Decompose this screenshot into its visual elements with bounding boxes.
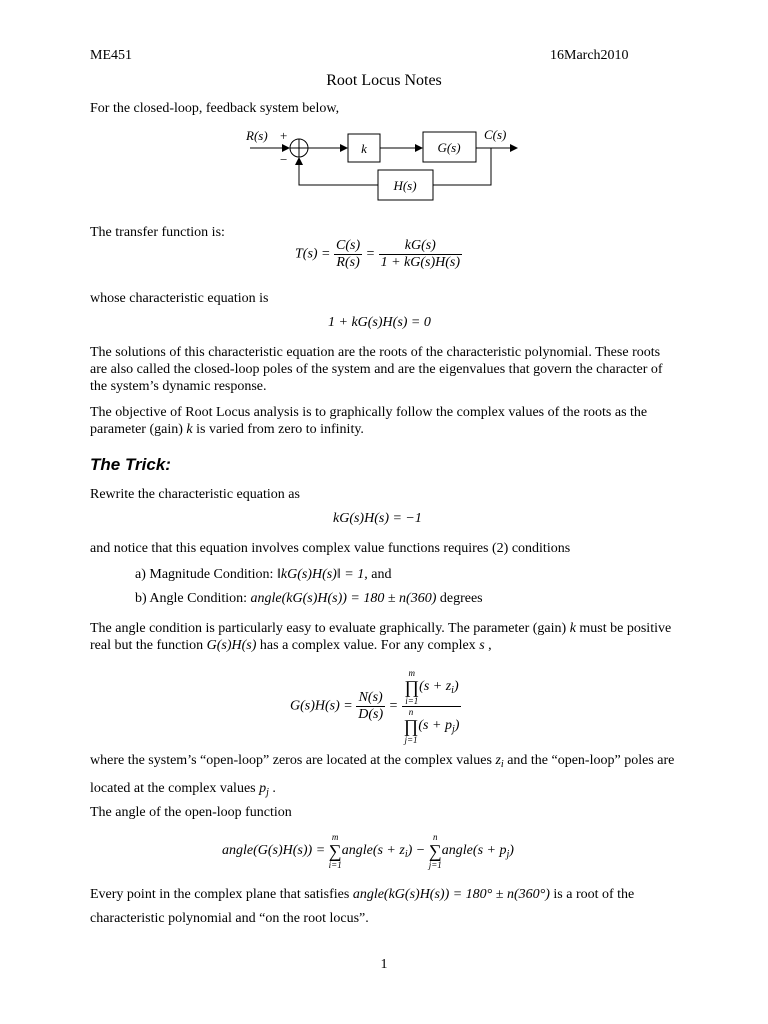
angle-term2-sub: j [506, 849, 510, 861]
gh-product-equation [290, 668, 461, 745]
summing-junction [290, 139, 308, 157]
tf-num2: kG(s) [404, 238, 436, 253]
tf-eq: = [365, 246, 376, 262]
tf-num1: C(s) [336, 238, 361, 253]
gh-lhs: G(s)H(s) = [290, 698, 353, 714]
notice-text: and notice that this equation involves complex value functions requires (2) conditions [90, 541, 571, 556]
final-eq: angle(kG(s)H(s)) = 180° ± n(360°) [352, 887, 550, 902]
angle-tail: degrees [436, 591, 483, 606]
final-text-1: Every point in the complex plane that satisfies [90, 887, 353, 902]
angle-condition [135, 591, 483, 607]
gh-den2-sub: j [451, 724, 455, 736]
gh-num2: (s + z [419, 679, 452, 695]
angle-para-4: , [484, 638, 492, 653]
angle-eq: angle(kG(s)H(s)) = 180 ± n(360) [250, 591, 437, 606]
tf-lhs: T(s) = [295, 246, 331, 262]
objective-text-b: is varied from zero to infinity. [192, 422, 364, 437]
plus-sign: + [280, 128, 288, 143]
objective-paragraph [90, 404, 680, 438]
angle-term1-sub: i [404, 849, 408, 861]
angle-paragraph [90, 620, 680, 654]
tf-den2: 1 + kG(s)H(s) [380, 255, 461, 270]
kgh-equation: kG(s)H(s) = −1 [333, 511, 422, 526]
gh-num2-close: ) [453, 679, 459, 695]
objective-text-a: The objective of Root Locus analysis is to graphically follow the complex values of the roots as the parameter (gain) [90, 405, 648, 437]
tf-intro: The transfer function is: [90, 225, 225, 240]
gain-label: k [361, 141, 367, 156]
sum-top-n: n [433, 832, 438, 842]
summation-icon: ∑ [428, 841, 442, 861]
final-text-2: is a root of the characteristic polynomial and “on the root locus”. [90, 887, 635, 926]
angle-para-gh: G(s)H(s) [206, 638, 257, 653]
angle-para-3: has a complex value. For any complex [256, 638, 480, 653]
gh-num1: N(s) [358, 690, 383, 705]
zeros-text-3: . [268, 781, 276, 796]
input-label: R(s) [246, 128, 268, 143]
characteristic-equation: 1 + kG(s)H(s) = 0 [328, 315, 431, 330]
magnitude-label: a) Magnitude Condition: [135, 567, 277, 582]
sum-bot-i: i=1 [328, 860, 342, 870]
page-title: Root Locus Notes [326, 72, 442, 89]
angle-end: ) [509, 843, 514, 859]
zeros-zi: i [500, 759, 504, 770]
prod-bot-j: j=1 [404, 735, 418, 745]
magnitude-tail: , and [364, 567, 392, 582]
block-diagram [240, 122, 540, 204]
ce-intro: whose characteristic equation is [90, 291, 269, 306]
angle-term1: angle(s + z [341, 843, 405, 859]
document-date: 16March2010 [550, 48, 629, 63]
angle-sum-lhs: angle(G(s)H(s)) = [222, 843, 326, 859]
zeros-text-1: where the system’s “open-loop” zeros are located at the complex values [90, 753, 496, 768]
product-icon: ∏ [403, 716, 419, 736]
prod-top-m: m [408, 668, 415, 678]
magnitude-eq: ‖kG(s)H(s)‖ = 1 [276, 567, 365, 582]
magnitude-condition [135, 567, 391, 583]
zeros-paragraph [90, 749, 680, 805]
gh-den2: (s + p [418, 718, 452, 734]
gh-den2-close: ) [454, 718, 460, 734]
summation-icon: ∑ [328, 841, 342, 861]
gh-den1: D(s) [358, 707, 384, 722]
angle-sum-equation [222, 832, 514, 870]
intro-text: For the closed-loop, feedback system below, [90, 101, 340, 116]
objective-k: k [186, 422, 193, 437]
angle-term2: angle(s + p [441, 843, 507, 859]
output-label: C(s) [484, 127, 507, 142]
feedback-label: H(s) [393, 178, 417, 193]
zeros-pj: j [266, 787, 269, 798]
sum-top-m: m [331, 832, 339, 842]
prod-bot-i: i=1 [405, 696, 419, 706]
plant-label: G(s) [437, 140, 461, 155]
trick-heading: The Trick: [90, 455, 171, 474]
transfer-function-equation [295, 238, 462, 271]
zeros-text-2: and the “open-loop” poles are located at the complex values [90, 753, 675, 796]
angle-open-intro: The angle of the open-loop function [90, 805, 292, 820]
course-code: ME451 [90, 48, 132, 63]
final-paragraph [90, 883, 680, 931]
zeros-p: p [259, 781, 267, 796]
sum-bot-j: j=1 [428, 860, 442, 870]
angle-para-s: s [479, 638, 485, 653]
gh-num2-sub: i [451, 685, 454, 697]
angle-para-2: must be positive real but the function [90, 621, 672, 653]
tf-den1: R(s) [334, 254, 362, 271]
angle-para-1: The angle condition is particularly easy to evaluate graphically. The parameter (gain) [90, 621, 570, 636]
gh-eq: = [388, 698, 399, 714]
angle-para-k: k [569, 621, 576, 636]
prod-top-n: n [408, 707, 414, 717]
page-number: 1 [380, 957, 388, 972]
angle-label: b) Angle Condition: [135, 591, 251, 606]
minus-sign: − [280, 152, 288, 167]
rewrite-text: Rewrite the characteristic equation as [90, 487, 300, 502]
solutions-paragraph: The solutions of this characteristic equation are the roots of the characteristic polynomial. These roots are also called the closed-loop poles of the system and are the eigenvalues that govern the character of the system’s dynamic response. [90, 345, 663, 394]
angle-mid: ) − [407, 843, 426, 859]
product-icon: ∏ [404, 677, 420, 697]
zeros-z: z [495, 753, 501, 768]
